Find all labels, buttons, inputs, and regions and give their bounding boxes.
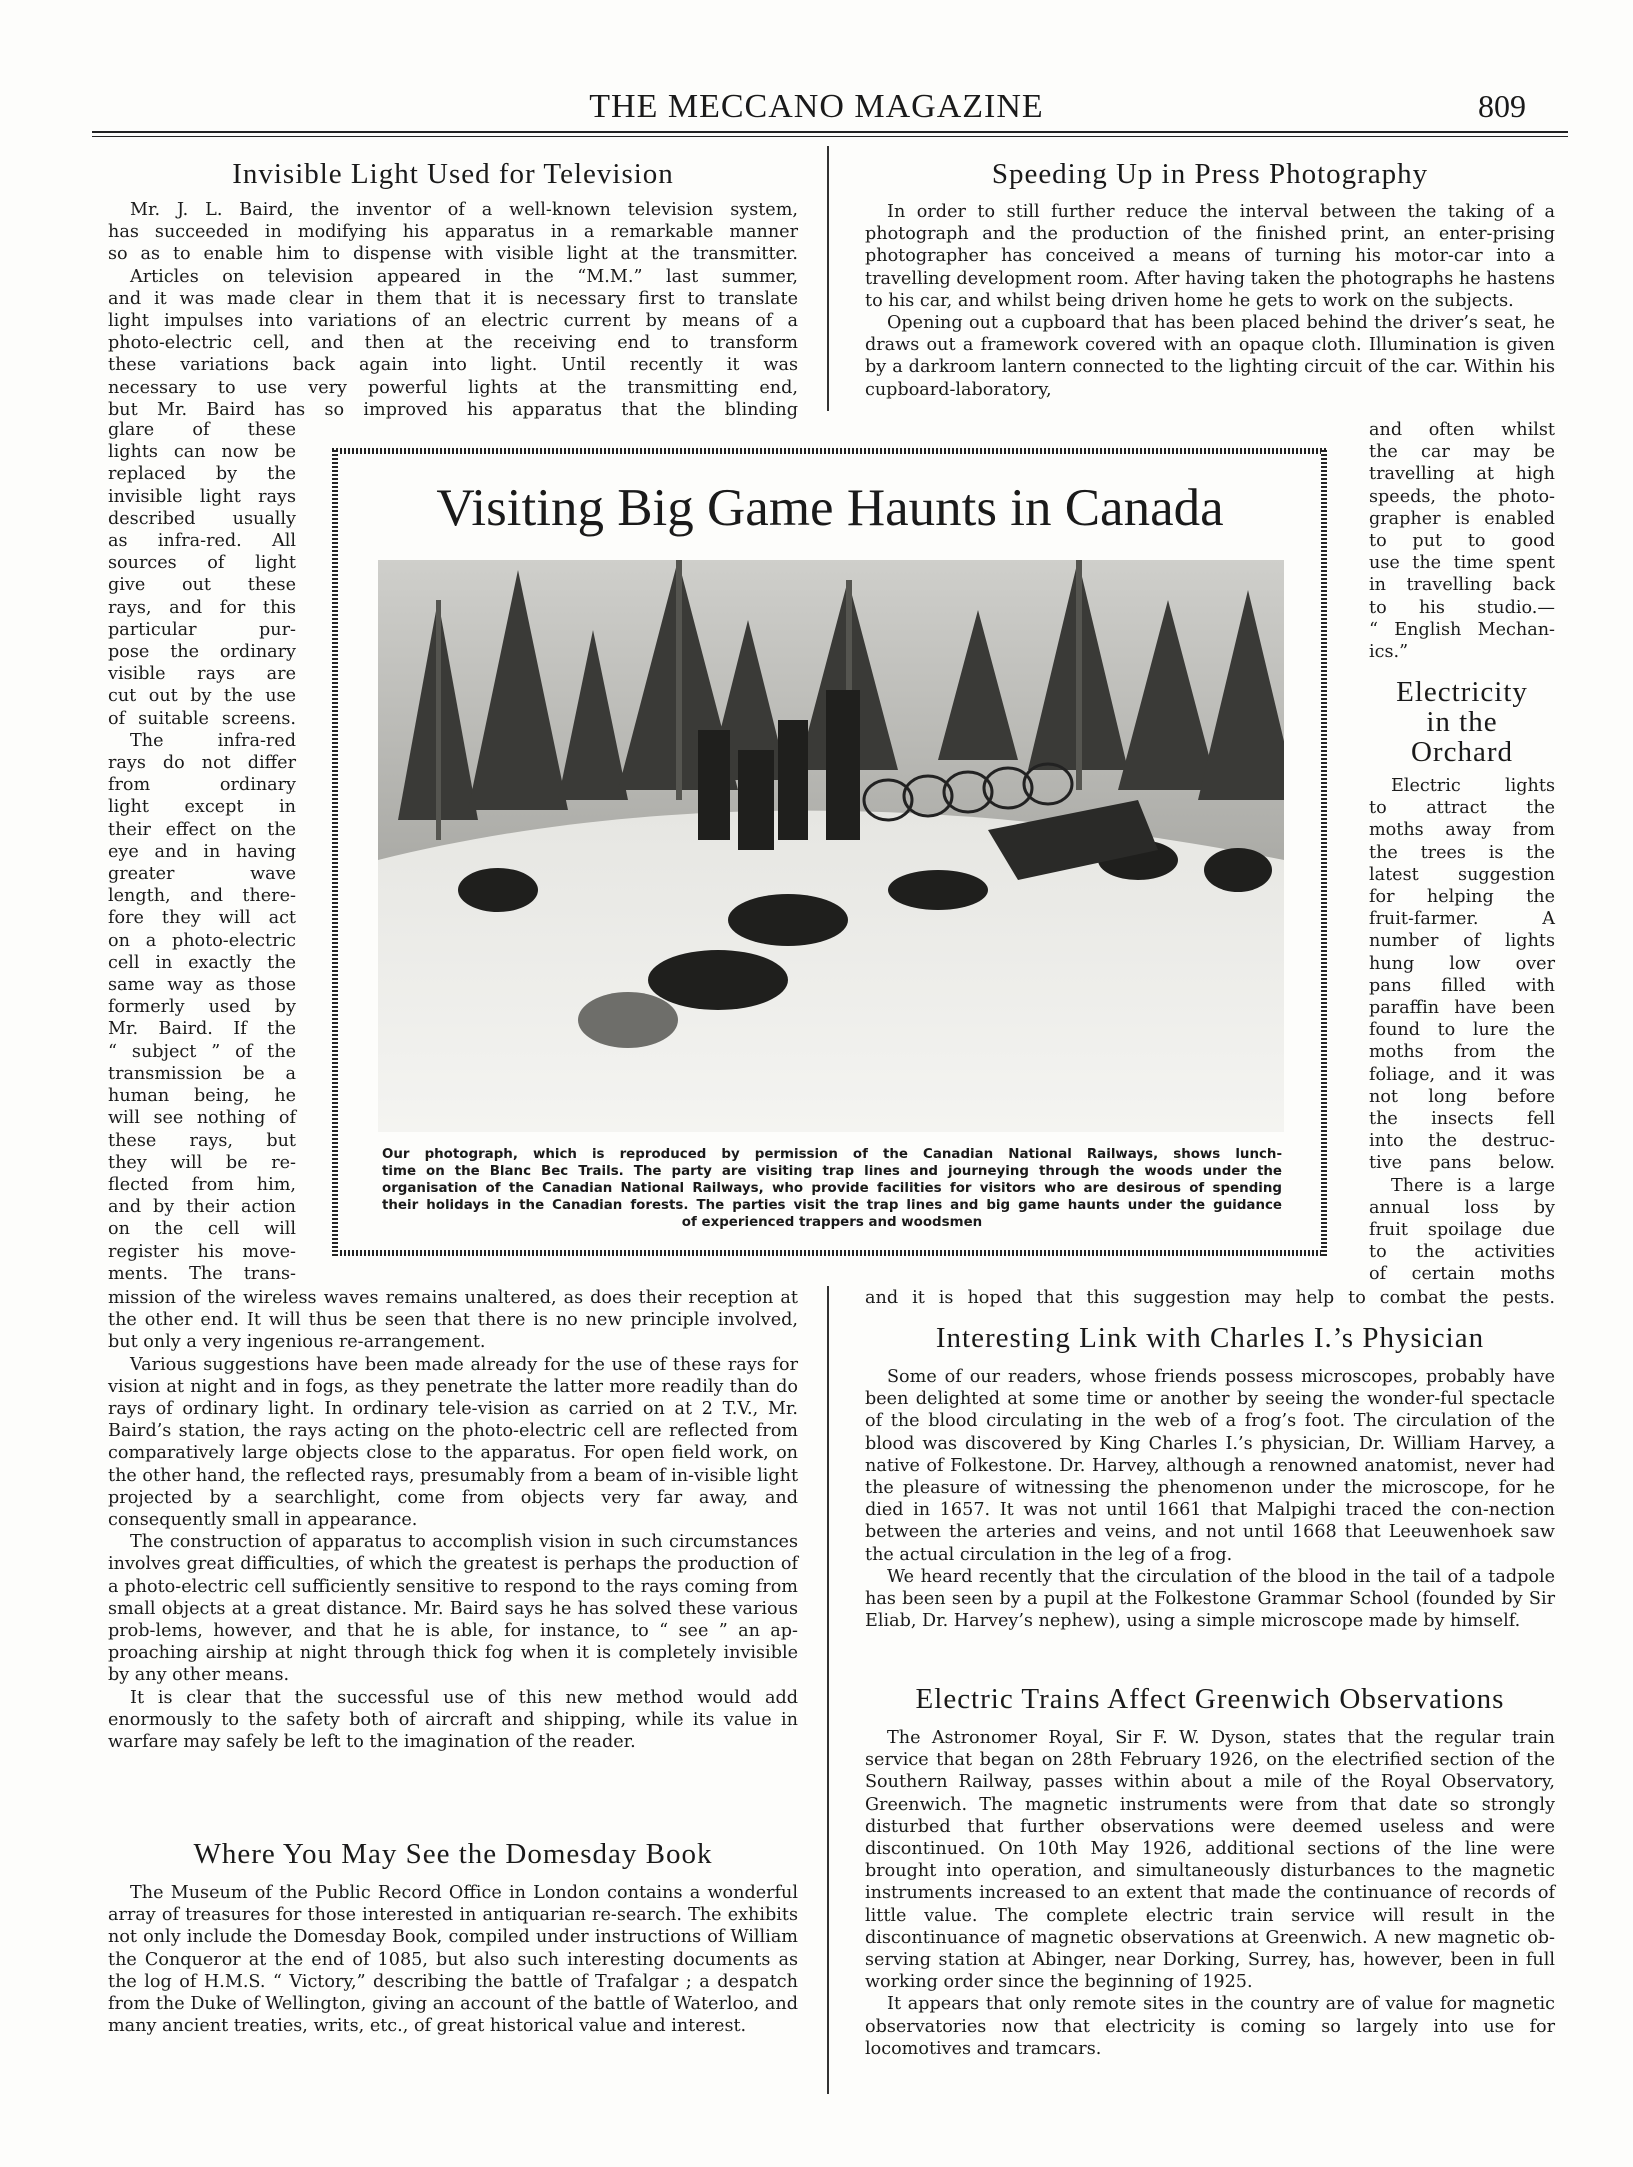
column-divider-lower (827, 1286, 829, 2094)
article-line: light except in (108, 797, 296, 818)
box-border (332, 1250, 1327, 1256)
article-line: length, and there- (108, 886, 296, 907)
orchard-title-line: Electricity (1396, 676, 1528, 708)
article-title: Interesting Link with Charles I.’s Physician (935, 1322, 1485, 1354)
article-orchard (1369, 677, 1555, 767)
article-paragraph: Opening out a cupboard that has been placed behind the driver’s seat, he draws out a framework covered with an opaque cloth. Illumination is given by a darkroom lantern connected to the lighting circuit of the car. Within his cupboard-laboratory, (865, 313, 1555, 400)
column-divider-upper (827, 146, 829, 411)
article-line: eye and in having (108, 841, 296, 862)
article-paragraph: It is clear that the successful use of this new method would add enormously to the safety both of aircraft and shipping, while its value in warfare may safely be left to the imagination of the reader. (108, 1687, 798, 1753)
article-line: for helping the (1369, 887, 1555, 908)
article-line: flected from him, (108, 1174, 296, 1195)
article-line: Articles on television appeared in the “M.M.” last summer, (130, 266, 798, 287)
header-rule-thin (92, 136, 1568, 137)
article-line: foliage, and it was (1369, 1064, 1555, 1085)
article-line: the trees is the (1369, 842, 1555, 863)
article-body-narrow (1369, 775, 1555, 1286)
article-line: cell in exactly the (108, 952, 296, 973)
feature-title: Visiting Big Game Haunts in Canada (436, 479, 1224, 537)
article-line: on a photo-electric (108, 930, 296, 951)
caption-line: of experienced trappers and woodsmen (681, 1215, 983, 1230)
article-paragraph: Various suggestions have been made already for the use of these rays for vision at night and in fogs, as they penetrate the latter more readily than do rays of ordinary light. In ordinary tele-vision as carried on at 2 T.V., Mr. Baird’s station, the rays acting on the photo-electric cell are reflected from comparatively large objects close to the apparatus. For open field work, on the other hand, the reflected rays, presumably from a beam of in-visible light projected by a searchlight, come from objects very far away, and consequently small in appearance. (108, 1354, 799, 1531)
article-line: will see nothing of (108, 1108, 296, 1129)
article-line: described usually (108, 508, 296, 529)
article-line: from ordinary (108, 775, 296, 796)
article-invisible-light (108, 158, 798, 191)
article-body-narrow (108, 419, 296, 1285)
article-line: rays do not differ (108, 753, 296, 774)
article-paragraph: Some of our readers, whose friends possess microscopes, probably have been delighted at some time or another by seeing the wonder-ful spectacle of the blood circulating in the web of a frog’s foot. The circulation of the blood was discovered by King Charles I.’s physician, Dr. William Harvey, a native of Folkestone. Dr. Harvey, although a renowned anatomist, never had the pleasure of witnessing the phenomenon under the microscope, for he died in 1657. It was not until 1661 that Malpighi traced the con-nection between the arteries and veins, and not until 1668 that Leeuwenhoek saw the actual circulation in the leg of a frog. (865, 1367, 1555, 1565)
article-line: register his move- (108, 1241, 296, 1262)
article-line: glare of these (108, 420, 296, 440)
article-body-top (108, 199, 798, 421)
article-line: the insects fell (1369, 1109, 1555, 1130)
article-line: moths from the (1369, 1042, 1555, 1063)
caption-line: organisation of the Canadian National Railways, who provide facilities for visitors who are desirous of spending (382, 1181, 1282, 1196)
article-body-narrow (1369, 419, 1555, 663)
magazine-title: THE MECCANO MAGAZINE (589, 88, 1044, 125)
article-line: The infra-red (130, 730, 296, 751)
photo-caption (382, 1146, 1282, 1231)
article-title: Invisible Light Used for Television (232, 158, 674, 190)
article-line: greater wave (108, 864, 296, 885)
article-line: pans filled with (1369, 975, 1555, 996)
article-title: Speeding Up in Press Photography (991, 158, 1429, 190)
article-line: fruit spoilage due (1369, 1220, 1555, 1241)
article-line: transmission be a (108, 1063, 296, 1084)
box-border (332, 448, 1327, 454)
article-line: Mr. J. L. Baird, the inventor of a well-known television system, (130, 200, 798, 220)
orchard-final-line (865, 1287, 1555, 1309)
article-line: paraffin have been (1369, 998, 1555, 1019)
article-line: and often whilst (1369, 420, 1555, 440)
page-number: 809 (1478, 88, 1526, 124)
article-line: on the cell will (108, 1219, 296, 1240)
box-border (332, 450, 338, 1256)
article-line: give out these (108, 575, 296, 596)
caption-line: their holidays in the Canadian forests. The parties visit the trap lines and big game haunts under the guidance (382, 1198, 1282, 1213)
article-line: and it was made clear in them that it is necessary first to translate (108, 288, 798, 309)
photo-illustration (378, 560, 1284, 1132)
article-line: of certain moths (1369, 1264, 1555, 1285)
article-line: moths away from (1369, 820, 1555, 841)
article-line: ics.” (1369, 642, 1409, 663)
article-line: sources of light (108, 553, 296, 574)
article-paragraph: The Museum of the Public Record Office in London contains a wonderful array of treasures for those interested in antiquarian re-search. The exhibits not only include the Domesday Book, compiled under instructions of William the Conqueror at the end of 1085, but also such interesting documents as the log of H.M.S. “ Victory,” describing the battle of Trafalgar ; a despatch from the Duke of Wellington, giving an account of the battle of Waterloo, and many ancient treaties, writs, etc., of great historical value and interest. (108, 1883, 798, 2037)
article-title: Where You May See the Domesday Book (193, 1838, 713, 1870)
caption-line: time on the Blanc Bec Trails. The party are visiting trap lines and journeying through the woods under the (382, 1164, 1282, 1179)
article-line: Electric lights (1391, 776, 1555, 796)
article-line: lights can now be (108, 442, 296, 463)
article-domesday (108, 1838, 798, 2037)
box-border (1321, 450, 1327, 1256)
article-line: to put to good (1369, 531, 1555, 552)
article-line: to his studio.— (1369, 597, 1555, 618)
article-line: and by their action (108, 1197, 296, 1218)
orchard-title-line: in the (1426, 706, 1498, 738)
article-line: invisible light rays (108, 486, 296, 507)
article-paragraph: The Astronomer Royal, Sir F. W. Dyson, states that the regular train service that began on 28th February 1926, on the electrified section of the Southern Railway, passes within about a mile of the Royal Observatory, Greenwich. The magnetic instruments were from that date so strongly disturbed that further observations were deemed useless and were discontinued. On 10th May 1926, additional sections of the line were brought into operation, and simultaneously disturbances to the magnetic instruments increased to an extent that made the continuance of records of little value. The complete electric train service will result in the discontinuance of magnetic observations at Greenwich. A new magnetic ob-serving station at Abinger, near Dorking, Surrey, has, however, been in full working order since the beginning of 1925. (865, 1728, 1555, 1993)
article-line: same way as those (108, 975, 296, 996)
article-line: they will be re- (108, 1152, 296, 1173)
article-line: necessary to use very powerful lights at the transmitting end, (108, 377, 798, 398)
article-line: latest suggestion (1369, 864, 1555, 885)
article-line: grapher is enabled (1369, 508, 1555, 529)
article-line: pose the ordinary (108, 642, 296, 663)
article-line: found to lure the (1369, 1020, 1555, 1041)
article-paragraph: mission of the wireless waves remains unaltered, as does their reception at the other end. It will thus be seen that there is no new principle involved, but only a very ingenious re-arrangement. (108, 1288, 798, 1353)
article-line: ments. The trans- (108, 1263, 296, 1284)
article-line: hung low over (1369, 953, 1555, 974)
article-harvey (865, 1322, 1555, 1632)
article-line: annual loss by (1369, 1197, 1555, 1218)
article-line: number of lights (1369, 931, 1555, 952)
running-head (0, 88, 1633, 124)
article-line: tive pans below. (1369, 1153, 1555, 1174)
orchard-title-line: Orchard (1410, 736, 1513, 768)
article-line: as infra-red. All (108, 531, 296, 552)
article-line: There is a large (1391, 1175, 1555, 1196)
article-greenwich (865, 1683, 1555, 2060)
article-line: human being, he (108, 1086, 296, 1107)
article-line: formerly used by (108, 997, 296, 1018)
article-line: speeds, the photo- (1369, 486, 1555, 507)
article-line: has succeeded in modifying his apparatus in a remarkable manner (108, 222, 798, 243)
sled-dogs-snow-photo (378, 560, 1284, 1132)
article-line: “ subject ” of the (108, 1041, 296, 1062)
article-line: travelling at high (1369, 464, 1555, 485)
article-line: but Mr. Baird has so improved his apparatus that the blinding (108, 399, 798, 420)
header-rule (92, 131, 1568, 133)
article-line: visible rays are (108, 664, 296, 685)
article-line: to attract the (1369, 798, 1555, 819)
article-line: use the time spent (1369, 553, 1555, 574)
article-title: Electric Trains Affect Greenwich Observations (915, 1683, 1505, 1715)
article-line: photo-electric cell, and then at the receiving end to transform (108, 333, 798, 354)
article-line: “ English Mechan- (1369, 619, 1555, 640)
article-line: Mr. Baird. If the (108, 1019, 296, 1040)
article-line: to the activities (1369, 1242, 1555, 1263)
article-line: not long before (1369, 1086, 1555, 1107)
article-line: their effect on the (108, 819, 296, 840)
article-line: fruit-farmer. A (1369, 909, 1555, 930)
article-line: particular pur- (108, 619, 296, 640)
article-line: in travelling back (1369, 575, 1555, 596)
article-paragraph: The construction of apparatus to accomplish vision in such circumstances involves great difficulties, of which the greatest is perhaps the production of a photo-electric cell sufficiently sensitive to respond to the rays coming from small objects at a great distance. Mr. Baird says he has solved these various prob-lems, however, and that he is able, for instance, to “ see ” an ap-proaching airship at night through thick fog when it is completely invisible by any other means. (108, 1532, 798, 1686)
article-line: these variations back again into light. Until recently it was (108, 355, 798, 376)
article-paragraph: It appears that only remote sites in the country are of value for magnetic observatories now that electricity is coming so largely into use for locomotives and tramcars. (865, 1994, 1555, 2059)
article-line: fore they will act (108, 908, 296, 929)
article-line: replaced by the (108, 464, 296, 485)
article-line: so as to enable him to dispense with visible light at the transmitter. (108, 244, 798, 265)
article-line: light impulses into variations of an electric current by means of a (108, 311, 798, 332)
article-line: into the destruc- (1369, 1131, 1555, 1152)
article-line: the car may be (1369, 442, 1555, 463)
article-line: and it is hoped that this suggestion may help to combat the pests. (865, 1288, 1555, 1308)
article-line: cut out by the use (108, 686, 296, 707)
article-line: these rays, but (108, 1130, 296, 1151)
article-paragraph: In order to still further reduce the interval between the taking of a photograph and the production of the finished print, an enter-prising photographer has conceived a means of turning his motor-car into a travelling development room. After having taken the photographs he hastens to his car, and whilst being driven home he gets to work on the subjects. (865, 202, 1555, 311)
caption-line: Our photograph, which is reproduced by permission of the Canadian National Railways, shows lunch- (382, 1147, 1282, 1162)
article-press-photography (865, 158, 1555, 401)
article-line: rays, and for this (108, 597, 296, 618)
article-body-bottom (108, 1287, 798, 1753)
article-line: of suitable screens. (108, 708, 296, 729)
article-paragraph: We heard recently that the circulation of the blood in the tail of a tadpole has been seen by a pupil at the Folkestone Grammar School (founded by Sir Eliab, Dr. Harvey’s nephew), using a simple microscope made by himself. (865, 1566, 1555, 1632)
